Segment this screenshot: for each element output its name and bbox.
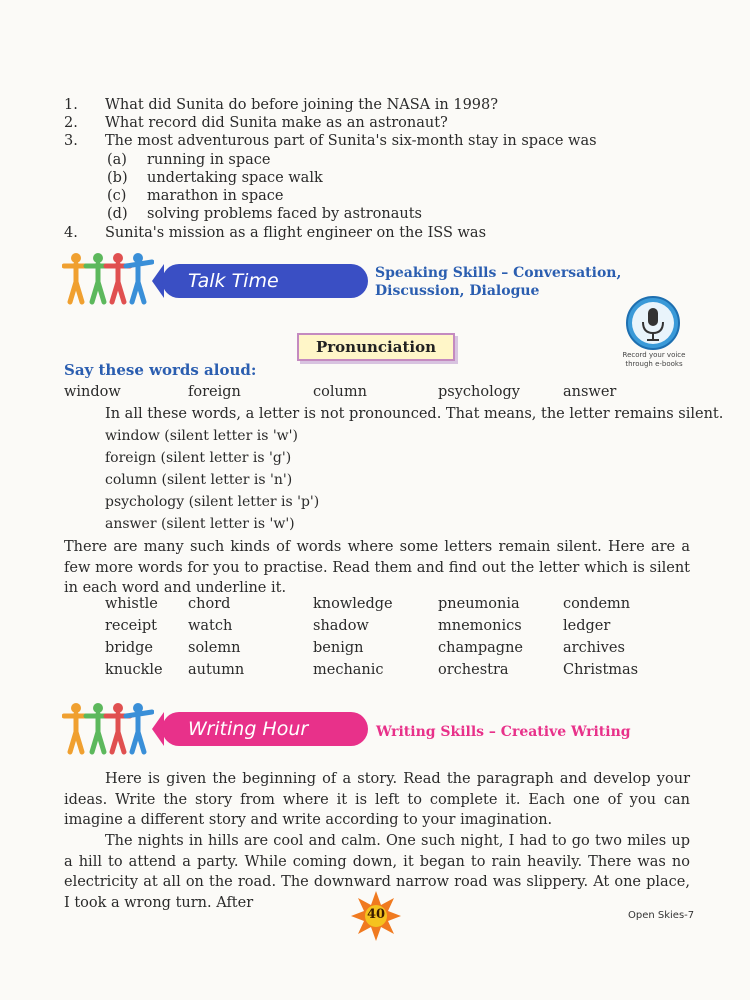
question-number: 2. <box>64 115 78 131</box>
practice-word: chord <box>188 596 231 612</box>
say-words-heading: Say these words aloud: <box>64 361 257 379</box>
option-label: (b) <box>107 170 128 186</box>
word: foreign <box>188 384 241 400</box>
option-label: (c) <box>107 188 127 204</box>
practice-word: champagne <box>438 640 523 656</box>
practice-word: benign <box>313 640 364 656</box>
question-number: 3. <box>64 133 78 149</box>
question-text: What record did Sunita make as an astronaut? <box>105 115 448 131</box>
writing-paragraph-1: Here is given the beginning of a story. Read the paragraph and develop your ideas. Write the story from where it is left to complete it. Each one of you can imagine a different story and write according to your imagination. <box>64 771 690 828</box>
option-text: running in space <box>147 152 271 168</box>
option-text: solving problems faced by astronauts <box>147 206 422 222</box>
word: answer <box>563 384 617 400</box>
people-figures-icon <box>62 700 154 756</box>
silent-line: window (silent letter is 'w') <box>105 428 298 444</box>
question-text: Sunita's mission as a flight engineer on the ISS was <box>105 225 487 241</box>
question-number: 1. <box>64 97 78 113</box>
option-text: undertaking space walk <box>147 170 323 186</box>
talk-time-subtitle-2: Discussion, Dialogue <box>375 283 540 299</box>
practice-word: watch <box>188 618 233 634</box>
silent-intro: In all these words, a letter is not pronounced. That means, the letter remains silent. <box>105 406 724 422</box>
practice-word: ledger <box>563 618 611 634</box>
silent-line: foreign (silent letter is 'g') <box>105 450 292 466</box>
word: psychology <box>438 384 520 400</box>
practice-word: autumn <box>188 662 245 678</box>
pronunciation-label: Pronunciation <box>297 333 455 361</box>
question-text: The most adventurous part of Sunita's six-month stay in space was <box>105 133 597 149</box>
word: column <box>313 384 367 400</box>
option-label: (a) <box>107 152 127 168</box>
record-caption-line2: through e-books <box>625 360 683 368</box>
practice-word: knuckle <box>105 662 163 678</box>
page-number: 40 <box>366 907 386 922</box>
record-caption-line1: Record your voice <box>622 351 686 359</box>
practice-word: mnemonics <box>438 618 522 634</box>
question-text: What did Sunita do before joining the NASA in 1998? <box>105 97 499 113</box>
practice-word: mechanic <box>313 662 384 678</box>
talk-time-title: Talk Time <box>162 264 368 298</box>
word: window <box>64 384 121 400</box>
practice-word: receipt <box>105 618 157 634</box>
practice-word: pneumonia <box>438 596 520 612</box>
writing-hour-title: Writing Hour <box>162 712 368 746</box>
practice-word: archives <box>563 640 625 656</box>
practice-word: orchestra <box>438 662 509 678</box>
talk-time-arrow-right <box>338 264 356 302</box>
practice-word: solemn <box>188 640 241 656</box>
record-voice-button[interactable] <box>625 295 681 351</box>
practice-word: whistle <box>105 596 158 612</box>
silent-line: answer (silent letter is 'w') <box>105 516 295 532</box>
silent-line: column (silent letter is 'n') <box>105 472 293 488</box>
practice-word: bridge <box>105 640 153 656</box>
record-caption <box>612 351 696 369</box>
silent-line: psychology (silent letter is 'p') <box>105 494 320 510</box>
option-text: marathon in space <box>147 188 284 204</box>
writing-hour-subtitle: Writing Skills – Creative Writing <box>376 724 631 740</box>
page-number-badge <box>350 890 402 942</box>
writing-hour-arrow-right <box>338 712 356 750</box>
practice-word: Christmas <box>563 662 639 678</box>
practice-word: shadow <box>313 618 369 634</box>
writing-paragraph-2: The nights in hills are cool and calm. One such night, I had to go two miles up a hill to attend a party. While coming down, it began to rain heavily. There was no electricity at all on the road. The downward narrow road was slippery. At one place, I took a wrong turn. After <box>64 833 690 911</box>
practice-word: knowledge <box>313 596 393 612</box>
practice-paragraph: There are many such kinds of words where some letters remain silent. Here are a few more words for you to practise. Read them and find out the letter which is silent in each word and underline it. <box>64 539 690 596</box>
question-number: 4. <box>64 225 78 241</box>
talk-time-subtitle-1: Speaking Skills – Conversation, <box>375 265 622 281</box>
book-title: Open Skies-7 <box>628 910 695 921</box>
option-label: (d) <box>107 206 128 222</box>
microphone-icon <box>625 295 681 351</box>
practice-word: condemn <box>563 596 631 612</box>
people-figures-icon <box>62 250 154 306</box>
